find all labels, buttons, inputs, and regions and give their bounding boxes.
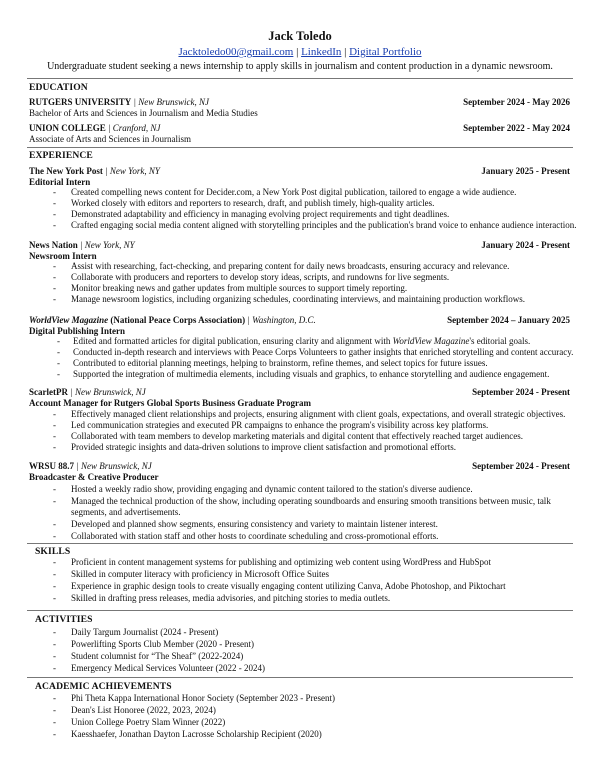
bullet-text: Contributed to editorial planning meetings, helping to brainstorm, refine themes, and select topics for future issues. [73,358,488,368]
bullet-text-part: 's editorial goals. [469,336,531,346]
bullet-dash: - [53,531,56,541]
org-name: News Nation [29,240,78,250]
job-dates: September 2024 - Present [472,387,570,397]
bullet-dash: - [53,729,56,739]
org-location: | Washington, D.C. [247,315,316,325]
section-divider [27,78,573,79]
job-role: Editorial Intern [29,177,91,187]
bullet-text: Collaborated with team members to develop marketing materials and digital content that effectively reached target audiences. [71,431,523,441]
school-location: | Cranford, NJ [108,123,161,133]
job-role: Digital Publishing Intern [29,326,126,336]
school-name: RUTGERS UNIVERSITY [29,97,132,107]
activities-heading: ACTIVITIES [35,614,93,625]
separator: | [296,46,299,58]
bullet-text: Demonstrated adaptability and efficiency in managing evolving project requirements and tight deadlines. [71,209,450,219]
bullet-dash: - [53,294,56,304]
bullet-text: Provided strategic insights and data-driven solutions to improve client satisfaction and promotional efforts. [71,442,457,452]
job-dates: September 2024 - Present [472,461,570,471]
bullet-dash: - [53,581,56,591]
skills-heading: SKILLS [35,546,71,557]
bullet-dash: - [53,717,56,727]
bullet-dash: - [53,569,56,579]
activity-item: Daily Targum Journalist (2024 - Present) [71,627,219,637]
section-divider [27,677,573,678]
job-header-wrsu [29,461,152,471]
contact-line [0,46,600,58]
job-dates: September 2024 – January 2025 [447,315,570,325]
bullet-text-italic: WorldView Magazine [392,336,470,346]
bullet-dash: - [57,347,60,357]
bullet-dash: - [57,358,60,368]
skill-item: Proficient in content management systems for publishing and optimizing web content using WordPress and HubSpot [71,557,492,567]
section-divider [27,147,573,148]
bullet-dash: - [57,369,60,379]
education-dates: September 2022 - May 2024 [463,123,570,133]
org-name: ScarletPR [29,387,68,397]
separator: | [344,46,347,58]
skill-item: Skilled in drafting press releases, media advisories, and pitching stories to media outlets. [71,593,391,603]
bullet-text: Led communication strategies and executed PR campaigns to enhance the program's visibility across key platforms. [71,420,489,430]
bullet-text: Created compelling news content for Decider.com, a New York Post digital publication, tailored to engage a wide audience. [71,187,517,197]
org-name: WRSU 88.7 [29,461,75,471]
achievement-item: Union College Poetry Slam Winner (2022) [71,717,226,727]
org-location: | New Brunswick, NJ [76,461,152,471]
education-heading: EDUCATION [29,82,88,93]
achievements-heading: ACADEMIC ACHIEVEMENTS [35,681,172,692]
org-location: | New York, NY [105,166,160,176]
bullet-dash: - [53,693,56,703]
bullet-dash: - [53,283,56,293]
bullet-text: Crafted engaging social media content aligned with storytelling principles and the publication's brand voice to enhance audience interaction. [71,220,577,230]
degree: Associate of Arts and Sciences in Journalism [29,134,191,144]
bullet-dash: - [53,261,56,271]
bullet-dash: - [57,336,60,346]
bullet-dash: - [53,409,56,419]
bullet-dash: - [53,705,56,715]
org-name: The New York Post [29,166,103,176]
bullet-dash: - [53,484,56,494]
education-entry-union [29,123,160,133]
bullet-text: Effectively managed client relationships and projects, ensuring alignment with client goals, expectations, and overall strategic objectives. [71,409,566,419]
education-dates: September 2024 - May 2026 [463,97,570,107]
activity-item: Emergency Medical Services Volunteer (2022 - 2024) [71,663,265,673]
job-header-scarletpr [29,387,146,397]
bullet-dash: - [53,651,56,661]
bullet-text: Conducted in-depth research and interviews with Peace Corps Volunteers to gather insights that enriched storytelling and content accuracy. [73,347,574,357]
achievement-item: Kaesshaefer, Jonathan Dayton Lacrosse Scholarship Recipient (2020) [71,729,322,739]
bullet-dash: - [53,557,56,567]
school-location: | New Brunswick, NJ [133,97,209,107]
bullet-text: Supported the integration of multimedia elements, including visuals and graphics, to enhance storytelling and audience engagement. [73,369,550,379]
section-divider [27,543,573,544]
job-dates: January 2025 - Present [481,166,570,176]
bullet-text: Assist with researching, fact-checking, and preparing content for daily news broadcasts, ensuring accuracy and relevance. [71,261,510,271]
bullet-text: Worked closely with editors and reporters to research, draft, and publish timely, high-quality articles. [71,198,435,208]
bullet-dash: - [53,496,56,506]
bullet-text: Managed the technical production of the show, including operating soundboards and ensuring smooth transitions between music, talk [71,496,551,506]
bullet-text-continued: segments, and advertisements. [71,507,181,517]
bullet-dash: - [53,272,56,282]
job-header-worldview [29,315,316,325]
email-link[interactable]: Jacktoledo00@gmail.com [178,46,294,58]
job-header-newsnation [29,240,135,250]
bullet-text [73,336,530,346]
bullet-dash: - [53,198,56,208]
bullet-dash: - [53,593,56,603]
bullet-text: Manage newsroom logistics, including organizing schedules, coordinating interviews, and maintaining production workflows. [71,294,525,304]
bullet-text: Developed and planned show segments, ensuring consistency and variety to maintain listener interest. [71,519,438,529]
org-location: | New York, NY [80,240,135,250]
bullet-dash: - [53,220,56,230]
summary: Undergraduate student seeking a news internship to apply skills in journalism and content production in a dynamic newsroom. [47,61,553,72]
bullet-text: Collaborate with producers and reporters to develop story ideas, scripts, and rundowns for live segments. [71,272,450,282]
job-header-nypost [29,166,160,176]
achievement-item: Phi Theta Kappa International Honor Society (September 2023 - Present) [71,693,336,703]
bullet-dash: - [53,420,56,430]
portfolio-link[interactable]: Digital Portfolio [349,46,422,58]
org-location: | New Brunswick, NJ [70,387,146,397]
bullet-dash: - [53,663,56,673]
job-dates: January 2024 - Present [481,240,570,250]
bullet-dash: - [53,187,56,197]
bullet-text-part: Edited and formatted articles for digital publication, ensuring clarity and alignment with [73,336,393,346]
job-role: Broadcaster & Creative Producer [29,472,159,482]
bullet-dash: - [53,442,56,452]
linkedin-link[interactable]: LinkedIn [301,46,342,58]
job-role: Account Manager for Rutgers Global Sports Business Graduate Program [29,398,311,408]
candidate-name: Jack Toledo [268,29,332,43]
activity-item: Powerlifting Sports Club Member (2020 - Present) [71,639,254,649]
experience-heading: EXPERIENCE [29,150,93,161]
bullet-text: Hosted a weekly radio show, providing engaging and dynamic content tailored to the station's diverse audience. [71,484,473,494]
bullet-dash: - [53,639,56,649]
org-name-italic: WorldView Magazine [29,315,109,325]
activity-item: Student columnist for “The Sheaf” (2022-2024) [71,651,244,661]
bullet-text: Monitor breaking news and gather updates from multiple sources to support timely reporting. [71,283,408,293]
bullet-dash: - [53,519,56,529]
bullet-text: Collaborated with station staff and other hosts to coordinate scheduling and cross-promotional efforts. [71,531,439,541]
org-name: (National Peace Corps Association) [108,315,246,325]
bullet-dash: - [53,431,56,441]
job-role: Newsroom Intern [29,251,97,261]
school-name: UNION COLLEGE [29,123,106,133]
section-divider [27,610,573,611]
bullet-dash: - [53,627,56,637]
bullet-dash: - [53,209,56,219]
degree: Bachelor of Arts and Sciences in Journalism and Media Studies [29,108,258,118]
achievement-item: Dean's List Honoree (2022, 2023, 2024) [71,705,216,715]
education-entry-rutgers [29,97,209,107]
skill-item: Experience in graphic design tools to create visually engaging content utilizing Canva, Adobe Photoshop, and Piktochart [71,581,506,591]
skill-item: Skilled in computer literacy with proficiency in Microsoft Office Suites [71,569,330,579]
